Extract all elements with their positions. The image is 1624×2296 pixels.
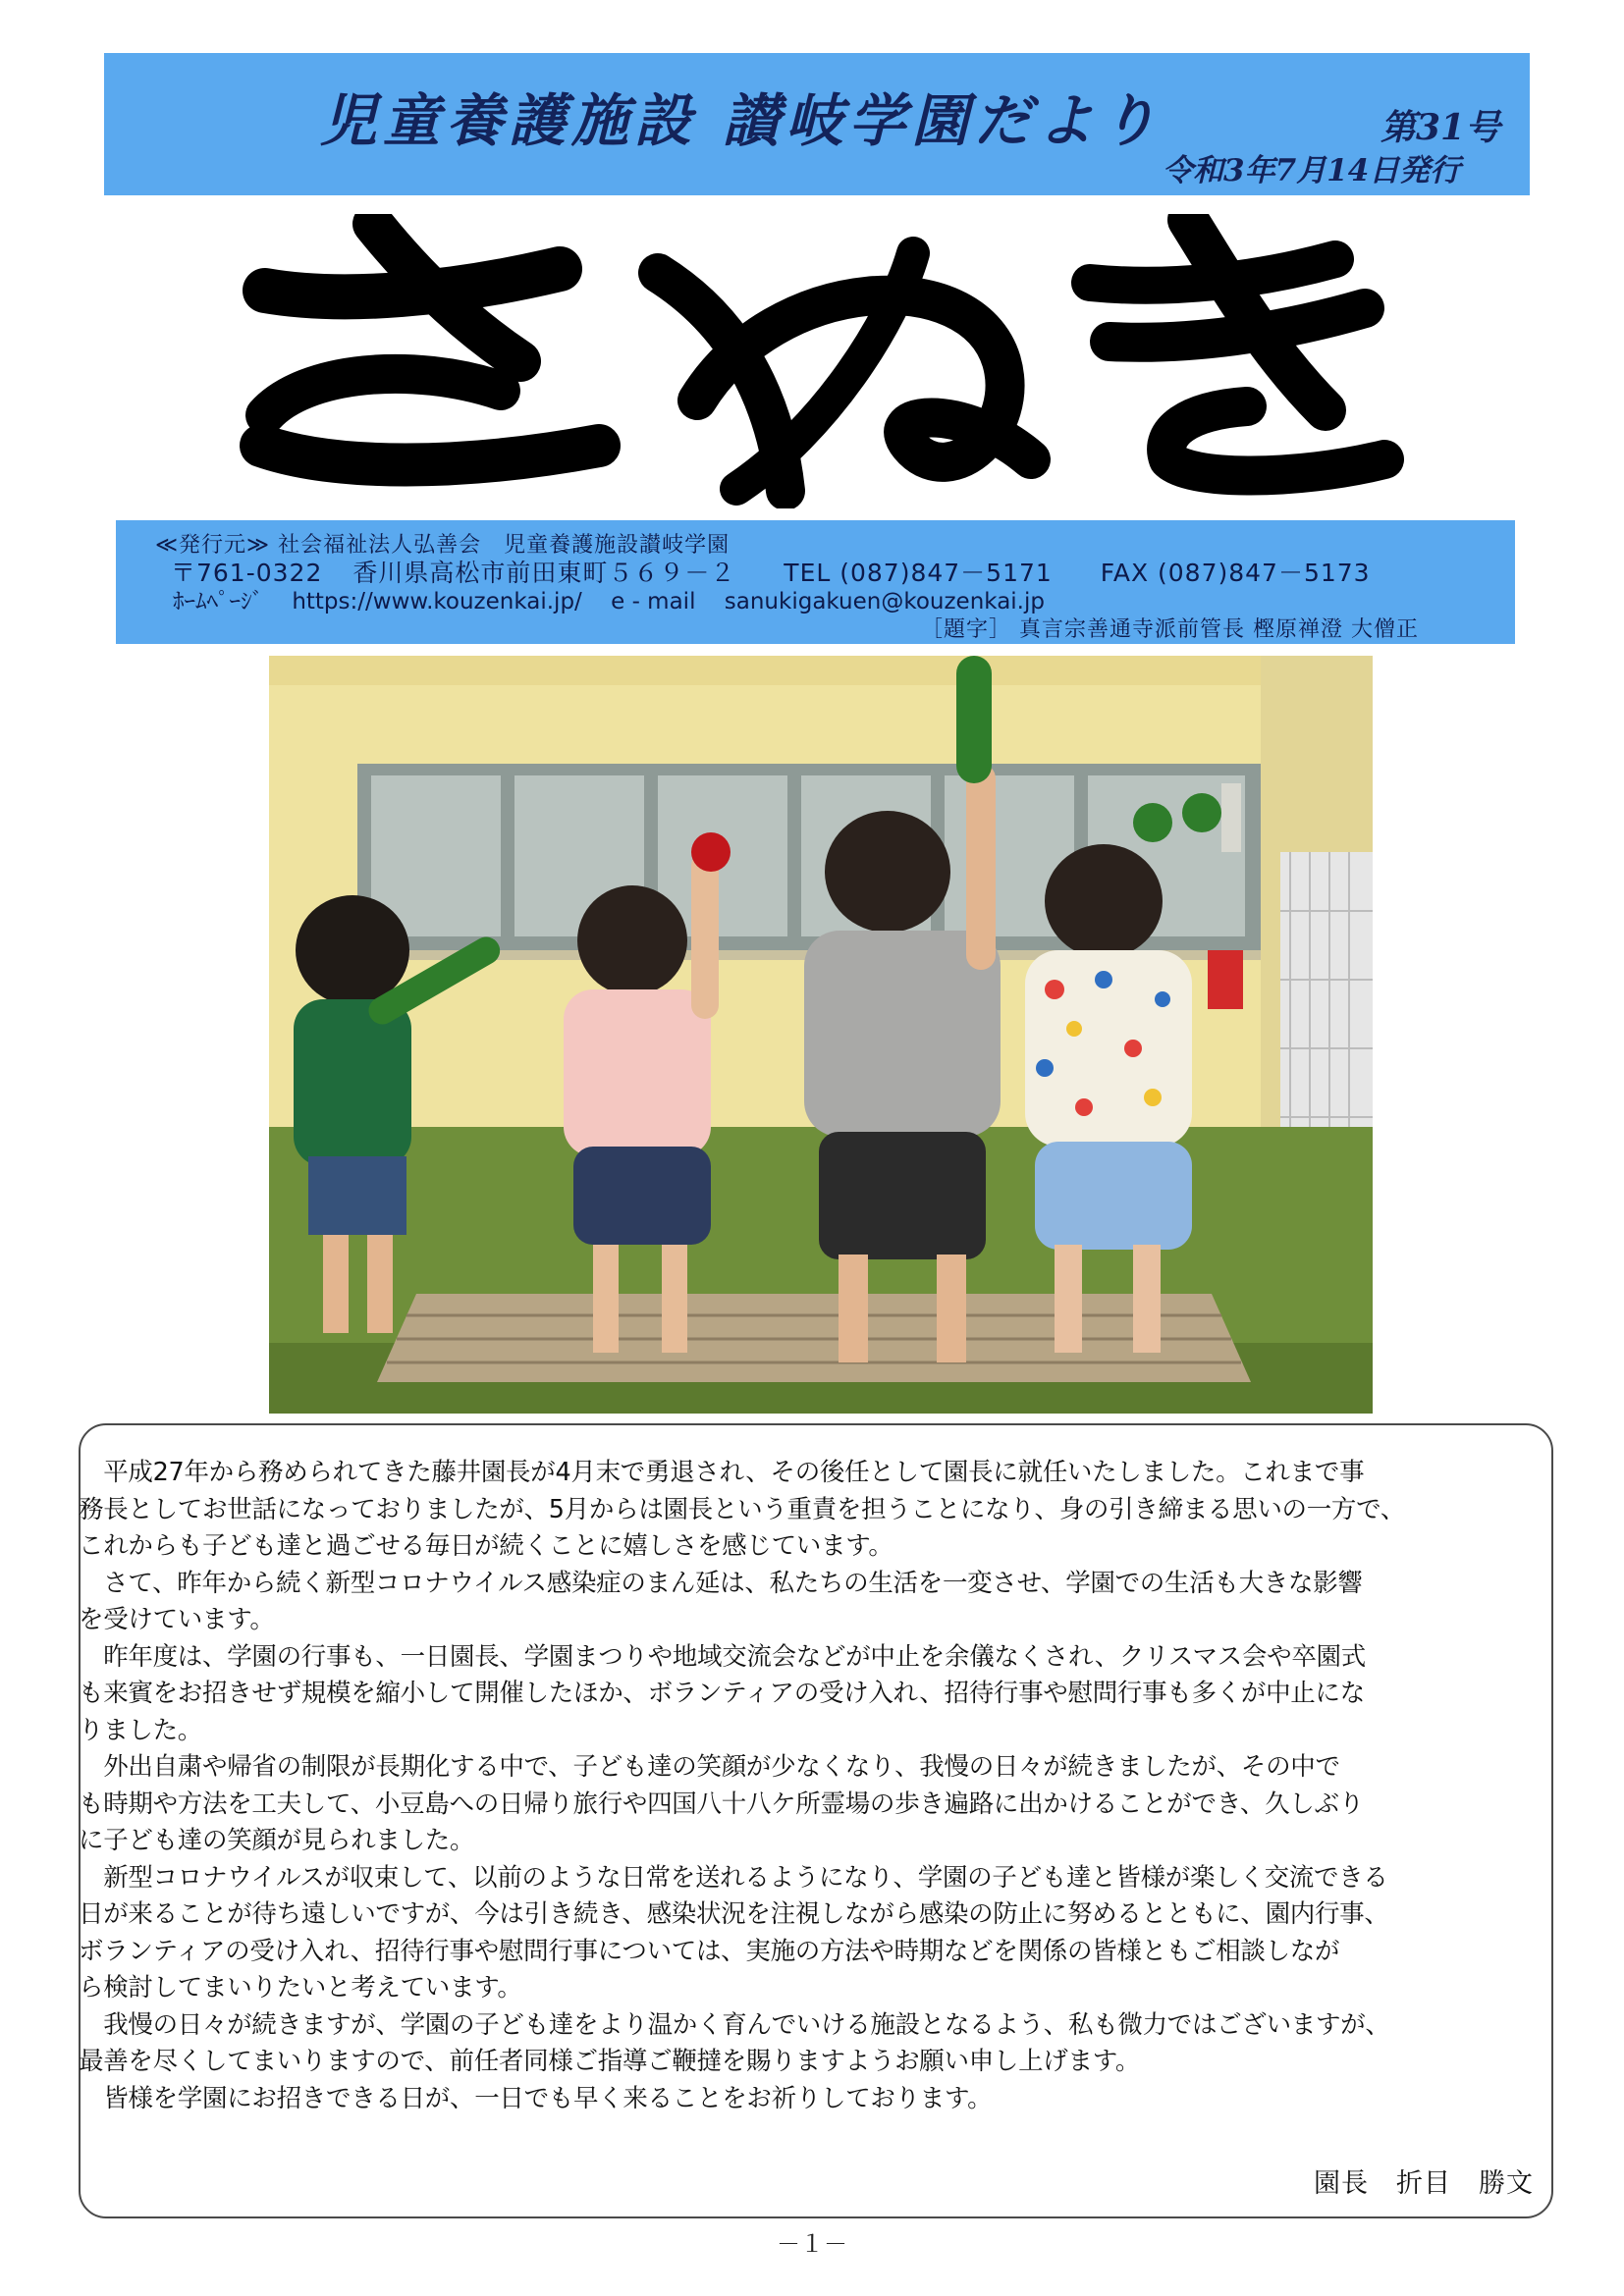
newsletter-title: 児童養護施設 讃岐学園だより [320, 87, 1164, 154]
fax: FAX (087)847－5173 [1100, 559, 1371, 587]
message-line: さて、昨年から続く新型コロナウイルス感染症のまん延は、私たちの生活を一変させ、学園での生活も大きな影響 [79, 1568, 1363, 1598]
message-line: 日が来ることが待ち遠しいですが、今は引き続き、感染状況を注視しながら感染の防止に努めるとともに、園内行事、 [79, 1899, 1389, 1929]
message-line: 外出自粛や帰省の制限が長期化する中で、子ども達の笑顔が少なくなり、我慢の日々が続きましたが、その中で [79, 1752, 1340, 1782]
address: 香川県高松市前田東町５６９－２ [352, 559, 736, 587]
masthead-calligraphy-art [226, 214, 1414, 508]
postal-code: 〒761-0322 [171, 559, 323, 587]
email-label: e - mail [611, 589, 696, 614]
message-line: ら検討してまいりたいと考えています。 [79, 1973, 522, 2002]
signature: 園長 折目 勝文 [1314, 2168, 1534, 2199]
homepage-label: ﾎｰﾑﾍﾟｰｼﾞ [173, 589, 263, 614]
message-line: 昨年度は、学園の行事も、一日園長、学園まつりや地域交流会などが中止を余儀なくされ、クリスマス会や卒園式 [79, 1641, 1366, 1672]
message-line: 皆様を学園にお招きできる日が、一日でも早く来ることをお祈りしております。 [79, 2083, 993, 2113]
message-line: 務長としてお世話になっておりましたが、5月からは園長という重責を担うことになり、身の引き締まる思いの一方で、 [79, 1494, 1406, 1524]
message-line: これからも子ども達と過ごせる毎日が続くことに嬉しさを感じています。 [79, 1531, 893, 1561]
message-line: 平成27年から務められてきた藤井園長が4月末で勇退され、その後任として園長に就任いたしました。これまで事 [79, 1458, 1365, 1487]
header-banner [104, 53, 1530, 195]
publisher-label: ≪発行元≫ [155, 533, 271, 558]
greeting-message [79, 1455, 1551, 2117]
message-line: も来賓をお招きせず規模を縮小して開催したほか、ボランティアの受け入れ、招待行事や慰問行事も多くが中止にな [79, 1679, 1365, 1708]
email-link[interactable]: sanukigakuen@kouzenkai.jp [724, 589, 1045, 614]
issue-number: 第31号 [1380, 107, 1501, 148]
message-line: に子ども達の笑顔が見られました。 [79, 1826, 475, 1855]
message-line: ボランティアの受け入れ、招待行事や慰問行事については、実施の方法や時期などを関係の皆様ともご相談しなが [79, 1936, 1340, 1966]
message-line: 我慢の日々が続きますが、学園の子ども達をより温かく育んでいける施設となるよう、私も微力ではございますが、 [79, 2009, 1390, 2040]
calligraphy-credit: ［題字］ 真言宗善通寺派前管長 樫原禅澄 大僧正 [921, 617, 1419, 642]
page-number: －１－ [777, 2230, 847, 2258]
message-line: 最善を尽くしてまいりますので、前任者同様ご指導ご鞭撻を賜りますようお願い申し上げます。 [79, 2047, 1141, 2076]
message-line: りました。 [79, 1715, 203, 1745]
message-line: 新型コロナウイルスが収束して、以前のような日常を送れるようになり、学園の子ども達と皆様が楽しく交流できる [79, 1862, 1388, 1893]
publisher-info [116, 520, 1515, 644]
children-photo-art [269, 656, 1373, 1414]
children-photo [269, 656, 1373, 1414]
message-line: も時期や方法を工夫して、小豆島への日帰り旅行や四国八十八ケ所霊場の歩き遍路に出かけることができ、久しぶり [79, 1789, 1364, 1819]
publisher-org: 社会福祉法人弘善会 児童養護施設讃岐学園 [278, 533, 731, 558]
phone: TEL (087)847－5171 [784, 559, 1053, 587]
masthead-calligraphy [226, 214, 1414, 508]
issue-date: 令和3年7月14日発行 [1163, 153, 1461, 188]
homepage-link[interactable]: https://www.kouzenkai.jp/ [292, 589, 582, 614]
message-line: を受けています。 [79, 1605, 275, 1634]
